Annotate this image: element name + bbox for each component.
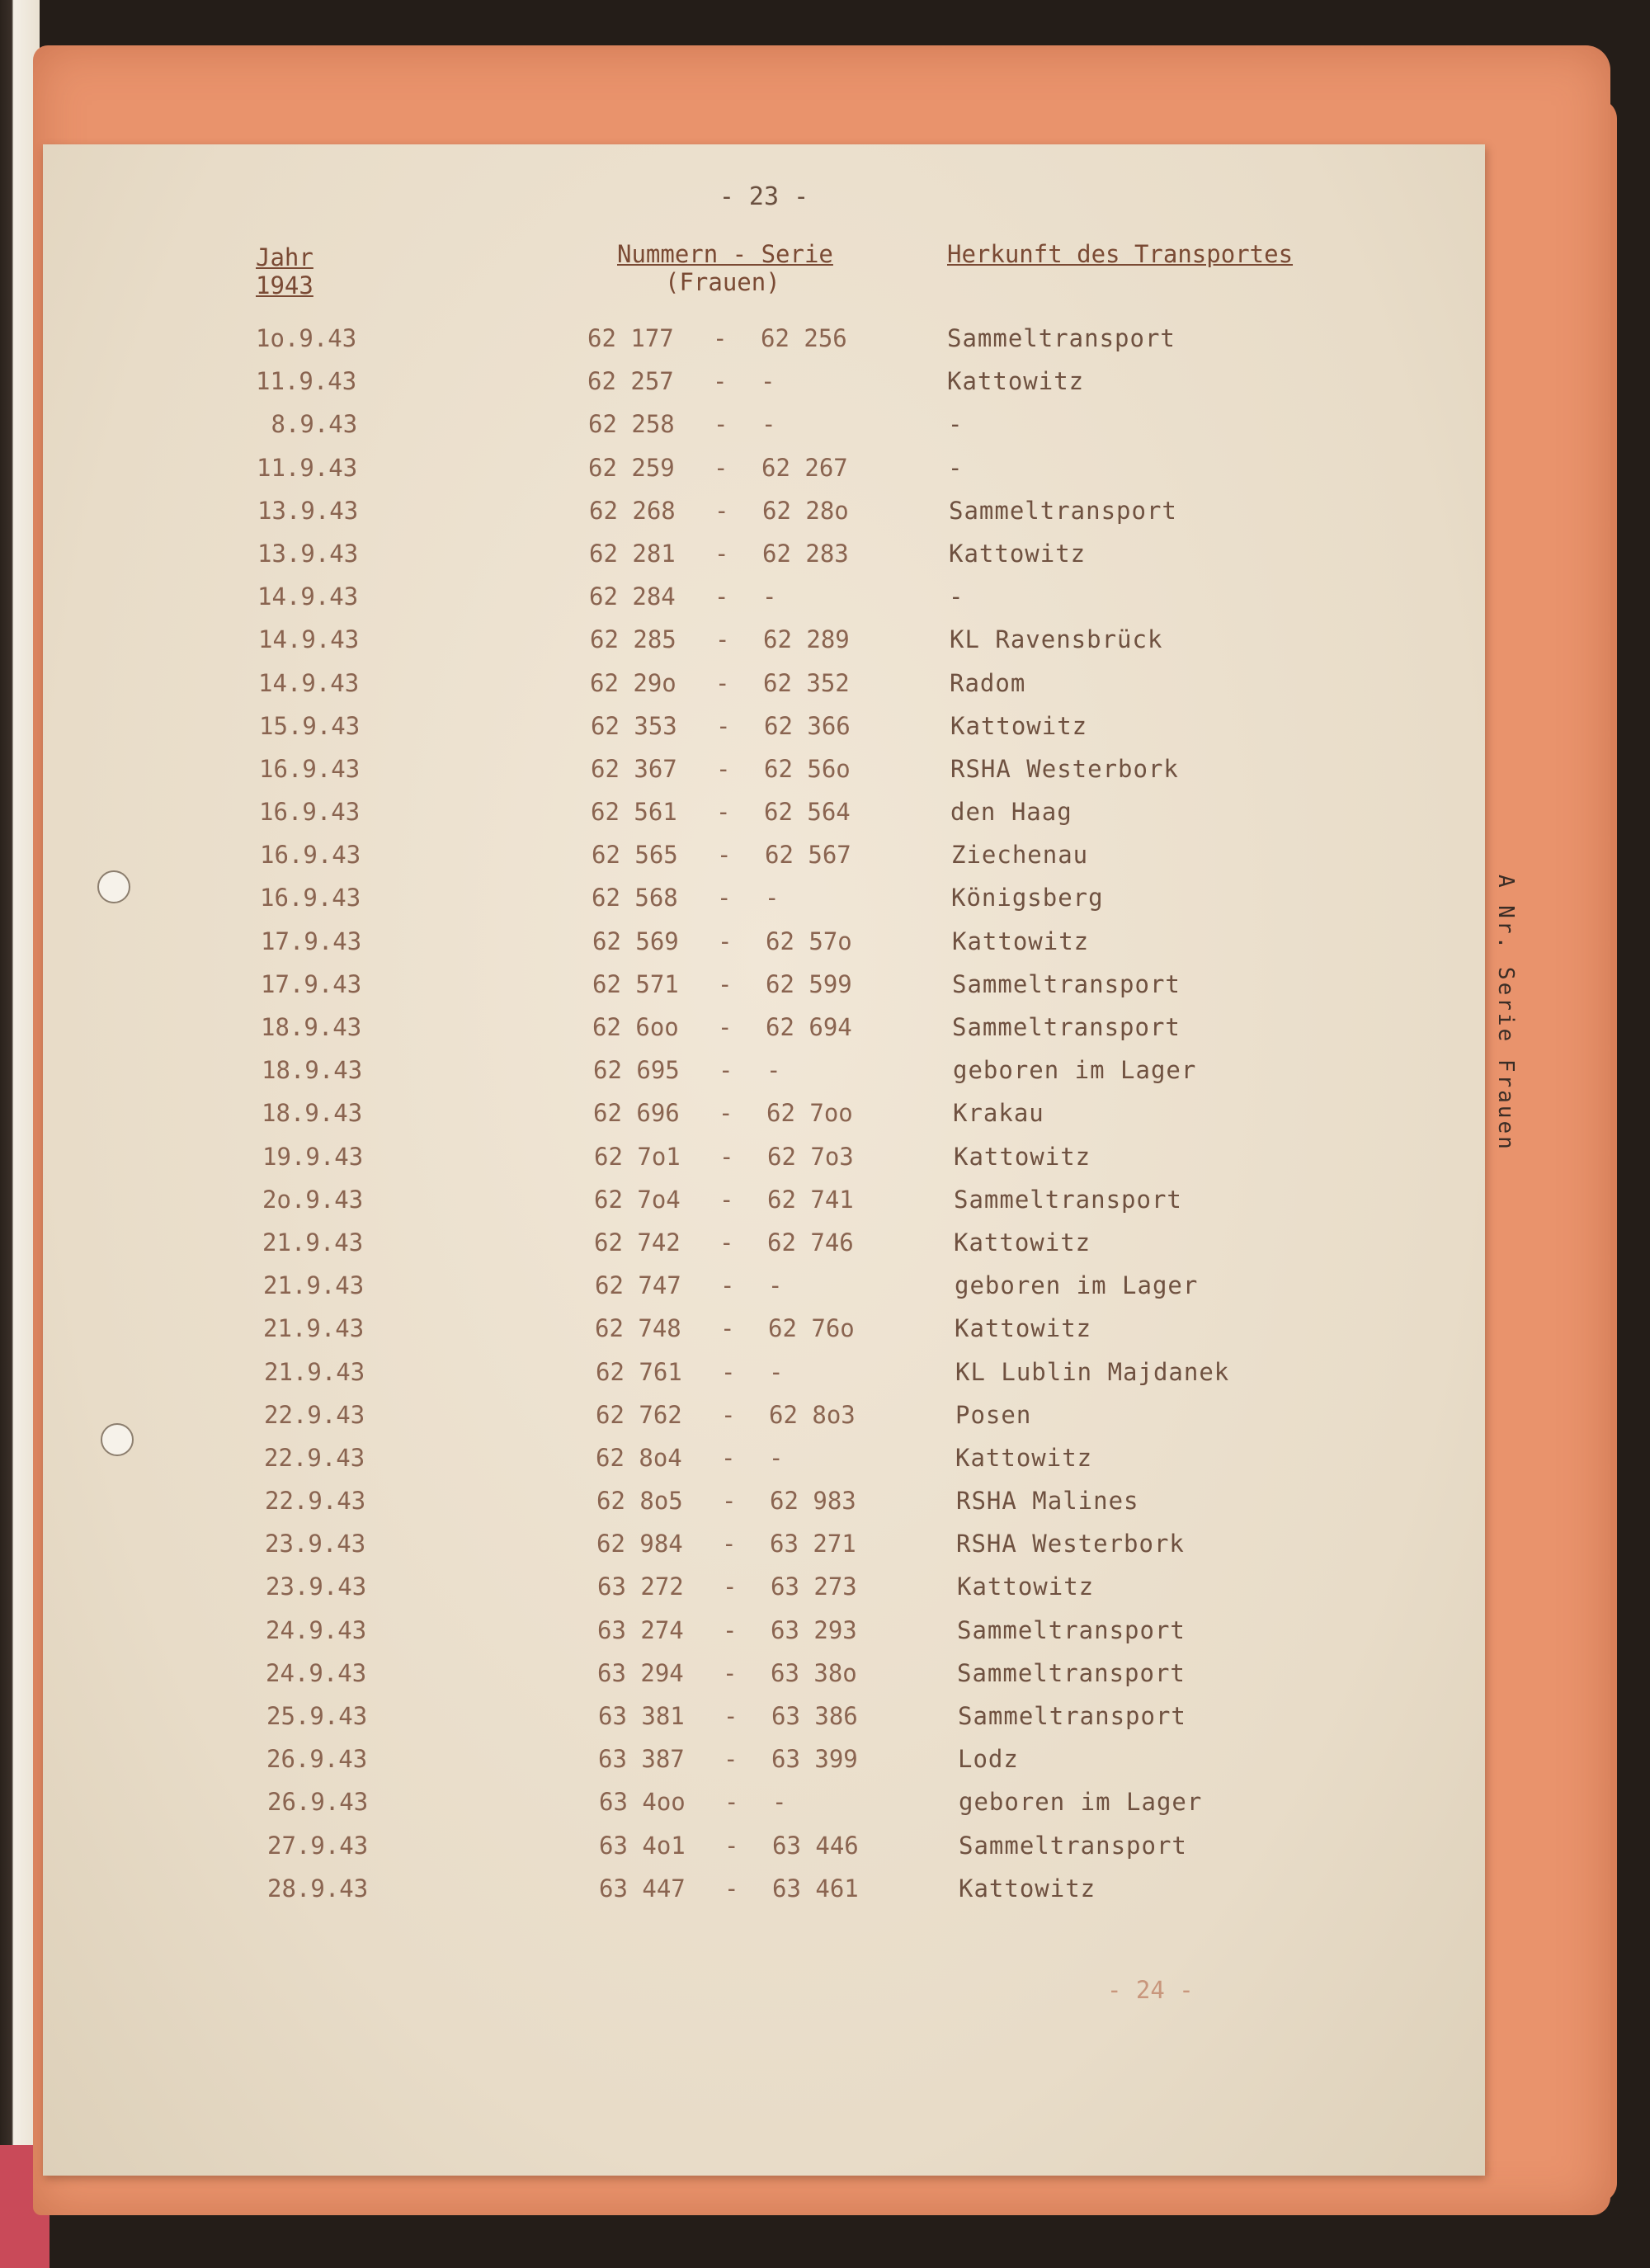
row-number-from: 63 294: [597, 1658, 684, 1687]
table-row: [43, 497, 1485, 540]
table-row: [43, 1832, 1485, 1874]
row-date: 27.9.43: [267, 1831, 369, 1860]
row-range-dash: -: [714, 496, 729, 525]
row-range-dash: -: [713, 324, 728, 352]
row-number-from: 62 761: [596, 1357, 682, 1386]
row-number-to: -: [761, 367, 776, 396]
row-origin: Sammeltransport: [959, 1831, 1187, 1860]
row-range-dash: -: [716, 798, 731, 827]
row-number-from: 62 747: [595, 1271, 681, 1300]
row-number-from: 62 268: [589, 496, 676, 525]
page-number: - 23 -: [719, 182, 809, 211]
row-origin: Sammeltransport: [952, 969, 1181, 998]
row-number-from: 62 285: [590, 625, 676, 654]
document-page: [43, 144, 1485, 2176]
table-row: [43, 669, 1485, 712]
row-range-dash: -: [722, 1530, 737, 1558]
row-origin: Kattowitz: [959, 1874, 1096, 1903]
row-range-dash: -: [714, 582, 729, 611]
row-number-from: 62 367: [591, 754, 677, 783]
row-date: 21.9.43: [262, 1228, 364, 1257]
table-row: [43, 454, 1485, 497]
row-number-from: 62 695: [593, 1056, 680, 1085]
row-origin: Kattowitz: [950, 711, 1088, 740]
row-range-dash: -: [723, 1658, 738, 1687]
row-number-from: 62 7o4: [594, 1185, 681, 1214]
row-number-from: 63 4oo: [599, 1788, 686, 1817]
row-date: 11.9.43: [256, 367, 357, 396]
row-date: 15.9.43: [259, 711, 361, 740]
header-series-label: Nummern - Serie: [617, 240, 833, 268]
row-number-to: -: [761, 410, 776, 439]
row-date: 24.9.43: [266, 1658, 367, 1687]
row-origin: -: [948, 453, 964, 482]
table-row: [43, 970, 1485, 1013]
table-row: [43, 625, 1485, 668]
table-row: [43, 712, 1485, 755]
table-row: [43, 927, 1485, 970]
row-origin: Posen: [955, 1400, 1032, 1429]
row-number-from: 63 447: [599, 1874, 686, 1903]
row-origin: geboren im Lager: [959, 1788, 1203, 1817]
row-number-from: 62 762: [596, 1400, 682, 1429]
row-number-to: -: [769, 1357, 784, 1386]
table-row: [43, 1013, 1485, 1056]
row-number-from: 63 381: [598, 1702, 685, 1730]
row-number-to: 62 983: [770, 1487, 856, 1516]
row-number-to: 62 283: [762, 539, 849, 568]
row-range-dash: -: [717, 884, 732, 912]
row-number-from: 62 258: [588, 410, 675, 439]
row-number-from: 62 568: [592, 884, 678, 912]
row-range-dash: -: [724, 1788, 739, 1817]
row-number-to: 62 57o: [766, 927, 852, 955]
row-range-dash: -: [720, 1271, 735, 1300]
row-range-dash: -: [721, 1400, 736, 1429]
table-row: [43, 1401, 1485, 1444]
row-date: 21.9.43: [264, 1357, 365, 1386]
table-row: [43, 1444, 1485, 1487]
row-date: 21.9.43: [263, 1314, 365, 1343]
row-number-to: 62 694: [766, 1013, 852, 1041]
row-number-from: 63 4o1: [599, 1831, 686, 1860]
row-range-dash: -: [724, 1831, 739, 1860]
row-number-to: 62 8o3: [769, 1400, 856, 1429]
row-number-from: 62 984: [596, 1530, 683, 1558]
row-range-dash: -: [715, 668, 730, 697]
row-range-dash: -: [716, 754, 731, 783]
row-number-from: 62 742: [594, 1228, 681, 1257]
row-origin: geboren im Lager: [955, 1271, 1199, 1300]
row-date: 16.9.43: [259, 754, 361, 783]
row-origin: Lodz: [958, 1745, 1019, 1774]
row-range-dash: -: [719, 1185, 734, 1214]
table-row: [43, 1659, 1485, 1702]
row-date: 16.9.43: [260, 841, 361, 870]
row-number-to: 62 56o: [764, 754, 851, 783]
row-number-to: 63 386: [771, 1702, 858, 1730]
table-row: [43, 1487, 1485, 1530]
row-origin: Ziechenau: [951, 841, 1089, 870]
row-number-to: -: [762, 582, 777, 611]
row-date: 14.9.43: [257, 582, 359, 611]
row-number-to: -: [766, 1056, 781, 1085]
row-range-dash: -: [724, 1874, 739, 1903]
row-range-dash: -: [719, 1228, 734, 1257]
table-row: [43, 1702, 1485, 1745]
row-date: 17.9.43: [261, 969, 362, 998]
row-number-to: 62 599: [766, 969, 852, 998]
row-number-to: 62 746: [767, 1228, 854, 1257]
row-range-dash: -: [720, 1314, 735, 1343]
row-origin: Sammeltransport: [958, 1702, 1186, 1730]
row-date: 18.9.43: [261, 1013, 362, 1041]
row-range-dash: -: [723, 1615, 738, 1644]
row-origin: Sammeltransport: [947, 324, 1176, 352]
row-date: 14.9.43: [258, 668, 360, 697]
table-row: [43, 1228, 1485, 1271]
row-origin: Königsberg: [951, 884, 1104, 912]
row-origin: Sammeltransport: [957, 1658, 1186, 1687]
table-row: [43, 540, 1485, 582]
row-date: 17.9.43: [261, 927, 362, 955]
row-number-to: 62 28o: [762, 496, 849, 525]
table-row: [43, 1530, 1485, 1573]
row-date: 26.9.43: [266, 1745, 368, 1774]
row-number-from: 62 8o5: [596, 1487, 683, 1516]
row-date: 14.9.43: [258, 625, 360, 654]
row-number-to: 62 564: [764, 798, 851, 827]
row-date: 22.9.43: [264, 1400, 365, 1429]
header-year-label: Jahr: [256, 243, 314, 271]
row-date: 23.9.43: [266, 1573, 367, 1601]
row-range-dash: -: [714, 410, 728, 439]
row-number-to: 62 289: [763, 625, 850, 654]
row-number-from: 62 6oo: [592, 1013, 679, 1041]
row-number-from: 62 748: [595, 1314, 681, 1343]
row-number-to: 62 567: [765, 841, 851, 870]
row-origin: RSHA Westerbork: [950, 754, 1179, 783]
row-number-to: 63 461: [772, 1874, 859, 1903]
row-number-from: 62 177: [587, 324, 674, 352]
row-number-from: 62 259: [588, 453, 675, 482]
row-origin: Krakau: [953, 1099, 1044, 1128]
row-number-from: 63 272: [597, 1573, 684, 1601]
row-number-from: 63 387: [598, 1745, 685, 1774]
row-range-dash: -: [719, 1142, 734, 1171]
row-number-to: 63 399: [771, 1745, 858, 1774]
row-range-dash: -: [719, 1056, 733, 1085]
row-number-to: -: [769, 1443, 784, 1472]
table-row: [43, 1099, 1485, 1142]
row-date: 22.9.43: [265, 1487, 366, 1516]
row-number-from: 62 29o: [590, 668, 676, 697]
row-number-from: 62 257: [587, 367, 674, 396]
row-origin: Radom: [950, 668, 1026, 697]
row-origin: -: [949, 582, 964, 611]
row-range-dash: -: [722, 1487, 737, 1516]
table-row: [43, 884, 1485, 927]
header-series-sub: (Frauen): [665, 268, 780, 296]
table-row: [43, 1788, 1485, 1831]
row-range-dash: -: [714, 539, 729, 568]
row-origin: RSHA Westerbork: [956, 1530, 1185, 1558]
table-row: [43, 410, 1485, 453]
next-page-number: - 24 -: [1107, 1976, 1194, 2004]
row-origin: Sammeltransport: [954, 1185, 1182, 1214]
row-date: 2o.9.43: [262, 1185, 364, 1214]
row-origin: Kattowitz: [957, 1573, 1095, 1601]
header-year-value: 1943: [256, 271, 314, 299]
row-origin: den Haag: [950, 798, 1072, 827]
table-row: [43, 1271, 1485, 1314]
row-number-from: 62 353: [591, 711, 677, 740]
row-origin: Kattowitz: [954, 1228, 1091, 1257]
row-number-to: -: [772, 1788, 787, 1817]
row-range-dash: -: [718, 1013, 733, 1041]
row-date: 25.9.43: [266, 1702, 368, 1730]
row-date: 22.9.43: [264, 1443, 365, 1472]
row-number-to: -: [765, 884, 780, 912]
row-number-to: 62 366: [764, 711, 851, 740]
table-row: [43, 582, 1485, 625]
row-date: 8.9.43: [257, 410, 358, 439]
row-date: 18.9.43: [262, 1056, 363, 1085]
row-number-to: 63 38o: [771, 1658, 857, 1687]
row-origin: Kattowitz: [955, 1443, 1093, 1472]
row-origin: Kattowitz: [952, 927, 1090, 955]
row-number-to: 63 273: [771, 1573, 857, 1601]
table-row: [43, 1314, 1485, 1357]
row-number-from: 62 696: [593, 1099, 680, 1128]
row-range-dash: -: [718, 927, 733, 955]
table-row: [43, 1874, 1485, 1917]
row-number-to: 62 267: [761, 453, 848, 482]
table-row: [43, 1616, 1485, 1659]
row-date: 16.9.43: [259, 798, 361, 827]
row-origin: KL Ravensbrück: [950, 625, 1163, 654]
row-number-to: 62 741: [767, 1185, 854, 1214]
row-number-to: 63 271: [770, 1530, 856, 1558]
row-number-from: 62 561: [591, 798, 677, 827]
row-origin: Sammeltransport: [957, 1615, 1186, 1644]
row-range-dash: -: [713, 367, 728, 396]
row-date: 28.9.43: [267, 1874, 369, 1903]
row-date: 19.9.43: [262, 1142, 364, 1171]
table-row: [43, 1143, 1485, 1186]
row-range-dash: -: [714, 453, 728, 482]
table-row: [43, 367, 1485, 410]
row-number-from: 62 7o1: [594, 1142, 681, 1171]
row-number-from: 62 565: [592, 841, 678, 870]
row-origin: -: [948, 410, 964, 439]
row-range-dash: -: [715, 625, 730, 654]
row-origin: geboren im Lager: [953, 1056, 1197, 1085]
row-origin: Kattowitz: [954, 1142, 1091, 1171]
row-number-from: 62 8o4: [596, 1443, 682, 1472]
table-row: [43, 1573, 1485, 1615]
table-row: [43, 1056, 1485, 1099]
table-row: [43, 755, 1485, 798]
row-number-to: 62 352: [763, 668, 850, 697]
row-range-dash: -: [717, 841, 732, 870]
row-date: 16.9.43: [260, 884, 361, 912]
table-row: [43, 798, 1485, 841]
row-date: 18.9.43: [262, 1099, 363, 1128]
transport-table: [43, 324, 1485, 1917]
row-number-from: 62 571: [592, 969, 679, 998]
row-date: 24.9.43: [266, 1615, 367, 1644]
row-range-dash: -: [718, 969, 733, 998]
row-date: 23.9.43: [265, 1530, 366, 1558]
header-origin-label: Herkunft des Transportes: [947, 240, 1294, 268]
row-range-dash: -: [724, 1702, 738, 1730]
table-row: [43, 1358, 1485, 1401]
row-number-to: 62 7o3: [767, 1142, 854, 1171]
folder-side-label: A Nr. Serie Frauen: [1493, 875, 1518, 1152]
row-number-from: 63 274: [597, 1615, 684, 1644]
row-origin: KL Lublin Majdanek: [955, 1357, 1230, 1386]
row-number-to: 62 7oo: [766, 1099, 853, 1128]
row-date: 11.9.43: [257, 453, 358, 482]
row-number-from: 62 569: [592, 927, 679, 955]
row-origin: Kattowitz: [955, 1314, 1092, 1343]
row-range-dash: -: [716, 711, 731, 740]
row-range-dash: -: [723, 1573, 738, 1601]
row-number-to: -: [768, 1271, 783, 1300]
row-range-dash: -: [721, 1443, 736, 1472]
table-row: [43, 324, 1485, 367]
row-origin: Kattowitz: [947, 367, 1085, 396]
row-range-dash: -: [721, 1357, 736, 1386]
table-row: [43, 841, 1485, 884]
row-date: 26.9.43: [267, 1788, 369, 1817]
row-range-dash: -: [719, 1099, 733, 1128]
row-number-to: 63 293: [771, 1615, 857, 1644]
row-number-to: 63 446: [772, 1831, 859, 1860]
row-number-from: 62 284: [589, 582, 676, 611]
row-number-from: 62 281: [589, 539, 676, 568]
row-origin: Kattowitz: [949, 539, 1087, 568]
row-date: 13.9.43: [257, 496, 359, 525]
table-row: [43, 1186, 1485, 1228]
row-date: 1o.9.43: [256, 324, 357, 352]
row-origin: Sammeltransport: [949, 496, 1177, 525]
row-date: 21.9.43: [263, 1271, 365, 1300]
table-row: [43, 1745, 1485, 1788]
row-date: 13.9.43: [257, 539, 359, 568]
row-origin: RSHA Malines: [956, 1487, 1139, 1516]
row-number-to: 62 76o: [768, 1314, 855, 1343]
row-origin: Sammeltransport: [952, 1013, 1181, 1041]
row-number-to: 62 256: [761, 324, 847, 352]
row-range-dash: -: [724, 1745, 738, 1774]
